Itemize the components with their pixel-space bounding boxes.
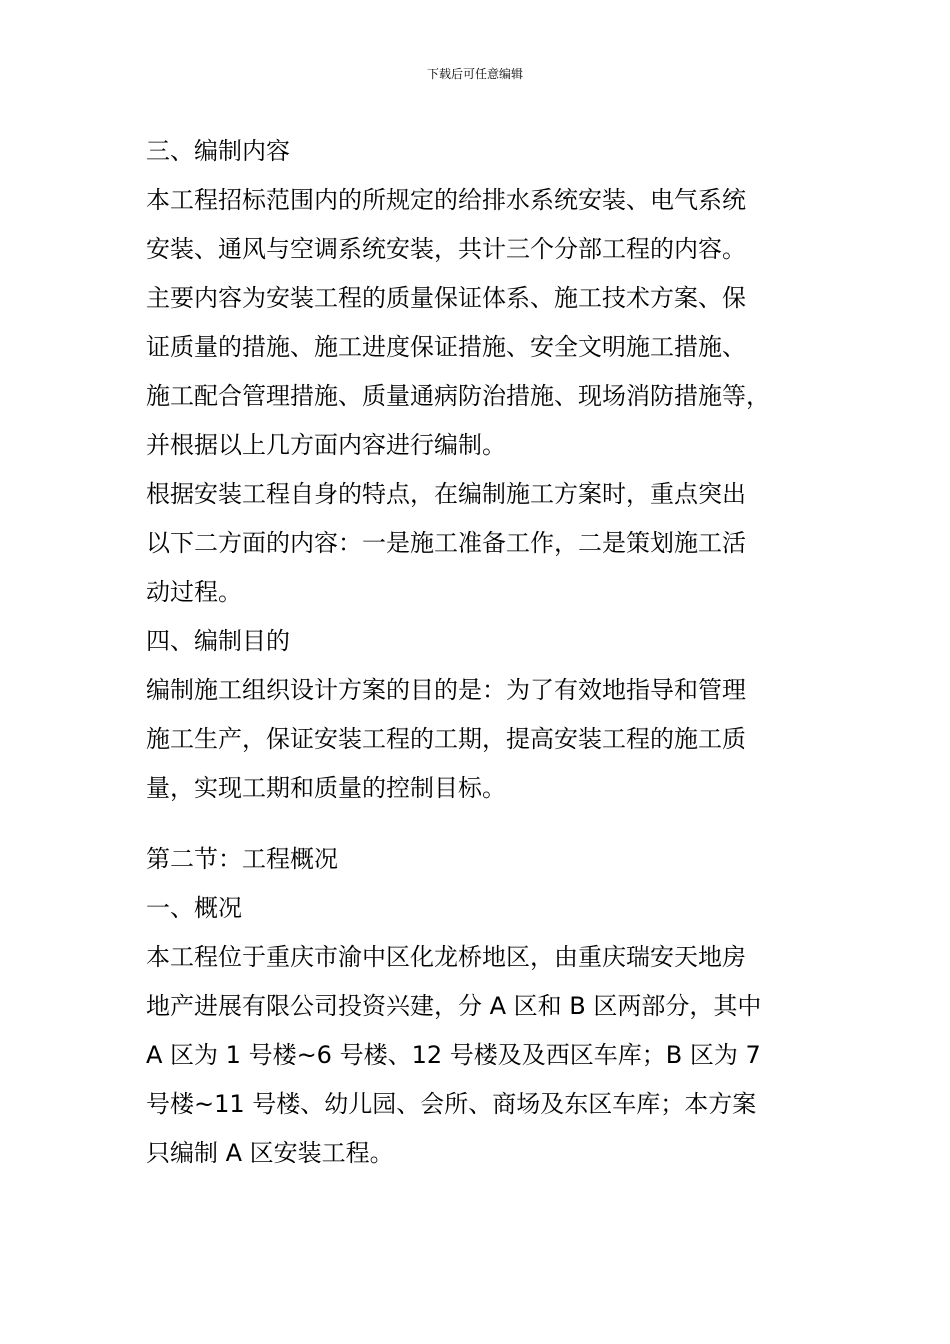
overview-para-1 — [146, 933, 806, 1178]
text-line: 动过程。 — [146, 578, 242, 606]
paragraph-gap — [146, 813, 806, 835]
text-line: 地产进展有限公司投资兴建，分 A 区和 B 区两部分，其中 — [146, 992, 762, 1020]
text-line: 号楼~11 号楼、幼儿园、会所、商场及东区车库；本方案 — [146, 1090, 757, 1118]
text-line: 以下二方面的内容：一是施工准备工作，二是策划施工活 — [146, 529, 746, 557]
text-line: 一、概况 — [146, 894, 242, 922]
text-line: 证质量的措施、施工进度保证措施、安全文明施工措施、 — [146, 333, 746, 361]
text-line: 安装、通风与空调系统安装，共计三个分部工程的内容。 — [146, 235, 746, 263]
text-line: A 区为 1 号楼~6 号楼、12 号楼及及西区车库；B 区为 7 — [146, 1041, 761, 1069]
text-line: 三、编制内容 — [146, 137, 290, 165]
section-4-heading — [146, 617, 806, 666]
overview-heading — [146, 884, 806, 933]
text-line: 四、编制目的 — [146, 627, 290, 655]
text-line: 第二节：工程概况 — [146, 845, 338, 873]
section-4-para-1 — [146, 666, 806, 813]
section-3-para-3 — [146, 470, 806, 617]
section-3-heading — [146, 127, 806, 176]
text-line: 本工程招标范围内的所规定的给排水系统安装、电气系统 — [146, 186, 746, 214]
text-line: 本工程位于重庆市渝中区化龙桥地区，由重庆瑞安天地房 — [146, 943, 746, 971]
text-line: 根据安装工程自身的特点，在编制施工方案时，重点突出 — [146, 480, 746, 508]
text-line: 只编制 A 区安装工程。 — [146, 1139, 394, 1167]
document-body — [146, 127, 806, 1178]
text-line: 编制施工组织设计方案的目的是：为了有效地指导和管理 — [146, 676, 746, 704]
chapter-2-heading — [146, 835, 806, 884]
text-line: 并根据以上几方面内容进行编制。 — [146, 431, 506, 459]
section-3-para-2 — [146, 274, 806, 470]
page-header: 下载后可任意编辑 — [426, 67, 523, 81]
text-line: 施工生产，保证安装工程的工期，提高安装工程的施工质 — [146, 725, 746, 753]
section-3-para-1 — [146, 176, 806, 274]
text-line: 施工配合管理措施、质量通病防治措施、现场消防措施等， — [146, 382, 770, 410]
text-line: 主要内容为安装工程的质量保证体系、施工技术方案、保 — [146, 284, 746, 312]
text-line: 量，实现工期和质量的控制目标。 — [146, 774, 506, 802]
